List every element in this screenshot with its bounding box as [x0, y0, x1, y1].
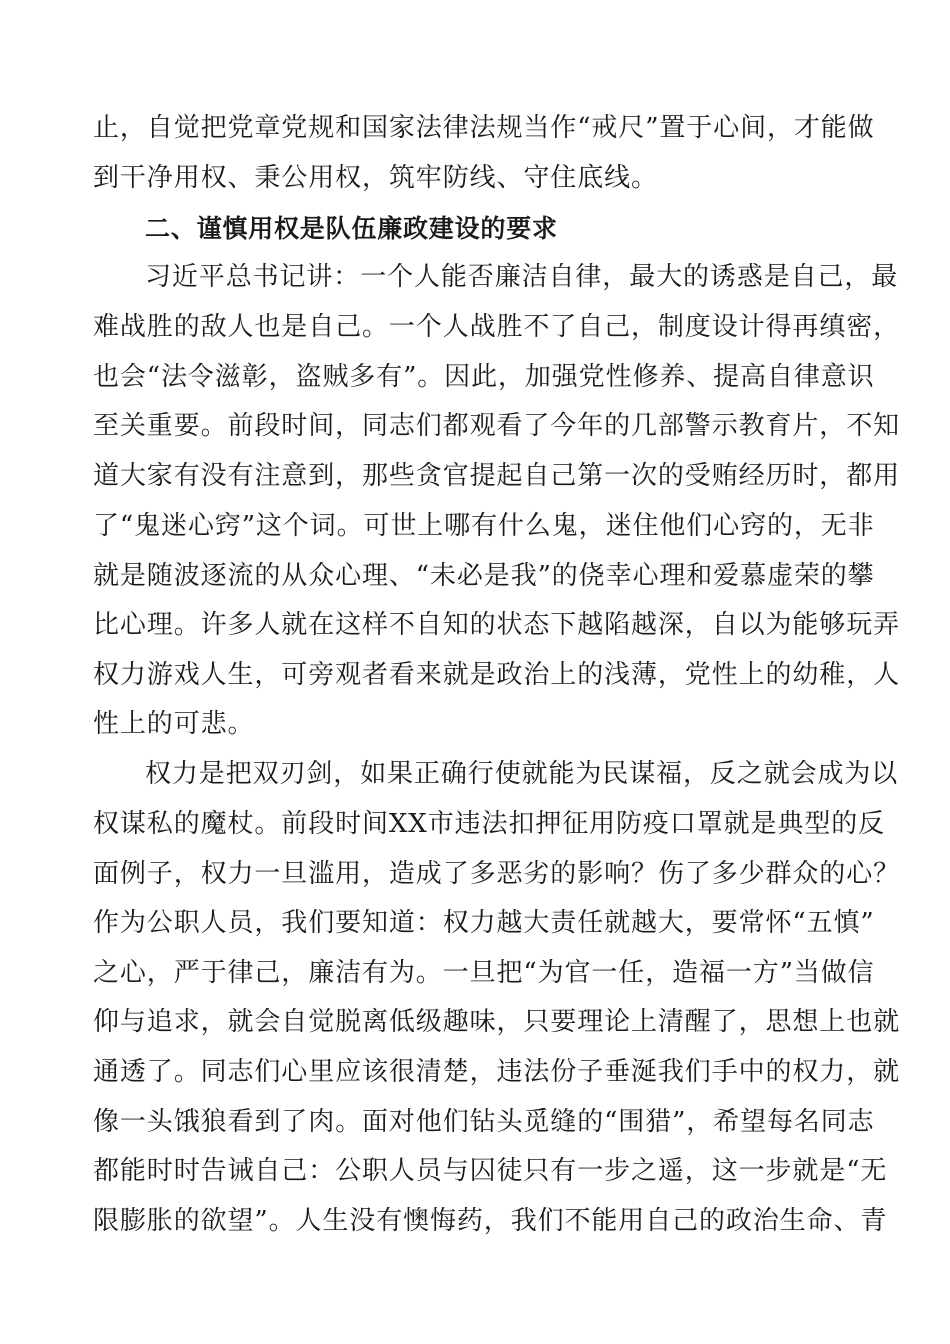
text-line: 之心，严于律己，廉洁有为。一旦把“为官一任，造福一方”当做信: [93, 958, 875, 988]
text-line: 像一头饿狼看到了肉。面对他们钻头觅缝的“围猎”，希望每名同志: [93, 1107, 875, 1137]
text-line: 性上的可悲。: [93, 709, 255, 739]
text-line: 都能时时告诫自己：公职人员与囚徒只有一步之遥，这一步就是“无: [93, 1156, 888, 1186]
text-line: 也会“法令滋彰，盗贼多有”。因此，加强党性修养、提高自律意识: [93, 362, 875, 392]
text-line: 限膨胀的欲望”。人生没有懊悔药，我们不能用自己的政治生命、青: [93, 1206, 888, 1236]
text-line: 就是随波逐流的从众心理、“未必是我”的侥幸心理和爱慕虚荣的攀: [93, 561, 875, 591]
text-line: 止，自觉把党章党规和国家法律法规当作“戒尺”置于心间，才能做: [93, 113, 875, 143]
text-line: 至关重要。前段时间，同志们都观看了今年的几部警示教育片，不知: [93, 411, 901, 441]
text-line: 习近平总书记讲：一个人能否廉洁自律，最大的诱惑是自己，最: [145, 262, 899, 292]
text-line: 通透了。同志们心里应该很清楚，违法份子垂涎我们手中的权力，就: [93, 1057, 901, 1087]
text-line: 仰与追求，就会自觉脱离低级趣味，只要理论上清醒了，思想上也就: [93, 1007, 901, 1037]
text-line: 比心理。许多人就在这样不自知的状态下越陷越深，自以为能够玩弄: [93, 610, 901, 640]
text-line: 权力是把双刃剑，如果正确行使就能为民谋福，反之就会成为以: [145, 759, 899, 789]
section-heading: 二、谨慎用权是队伍廉政建设的要求: [145, 214, 558, 243]
text-line: 难战胜的敌人也是自己。一个人战胜不了自己，制度设计得再缜密，: [93, 312, 901, 342]
text-line: 道大家有没有注意到，那些贪官提起自己第一次的受贿经历时，都用: [93, 461, 901, 491]
text-line: 权力游戏人生，可旁观者看来就是政治上的浅薄，党性上的幼稚，人: [93, 660, 901, 690]
text-line: 了“鬼迷心窍”这个词。可世上哪有什么鬼，迷住他们心窍的，无非: [93, 511, 875, 541]
text-line: 作为公职人员，我们要知道：权力越大责任就越大，要常怀“五慎”: [93, 908, 875, 938]
text-line: 面例子，权力一旦滥用，造成了多恶劣的影响？伤了多少群众的心？: [93, 859, 901, 889]
text-line: 权谋私的魔杖。前段时间XX市违法扣押征用防疫口罩就是典型的反: [93, 809, 886, 839]
text-line: 到干净用权、秉公用权，筑牢防线、守住底线。: [93, 163, 658, 193]
